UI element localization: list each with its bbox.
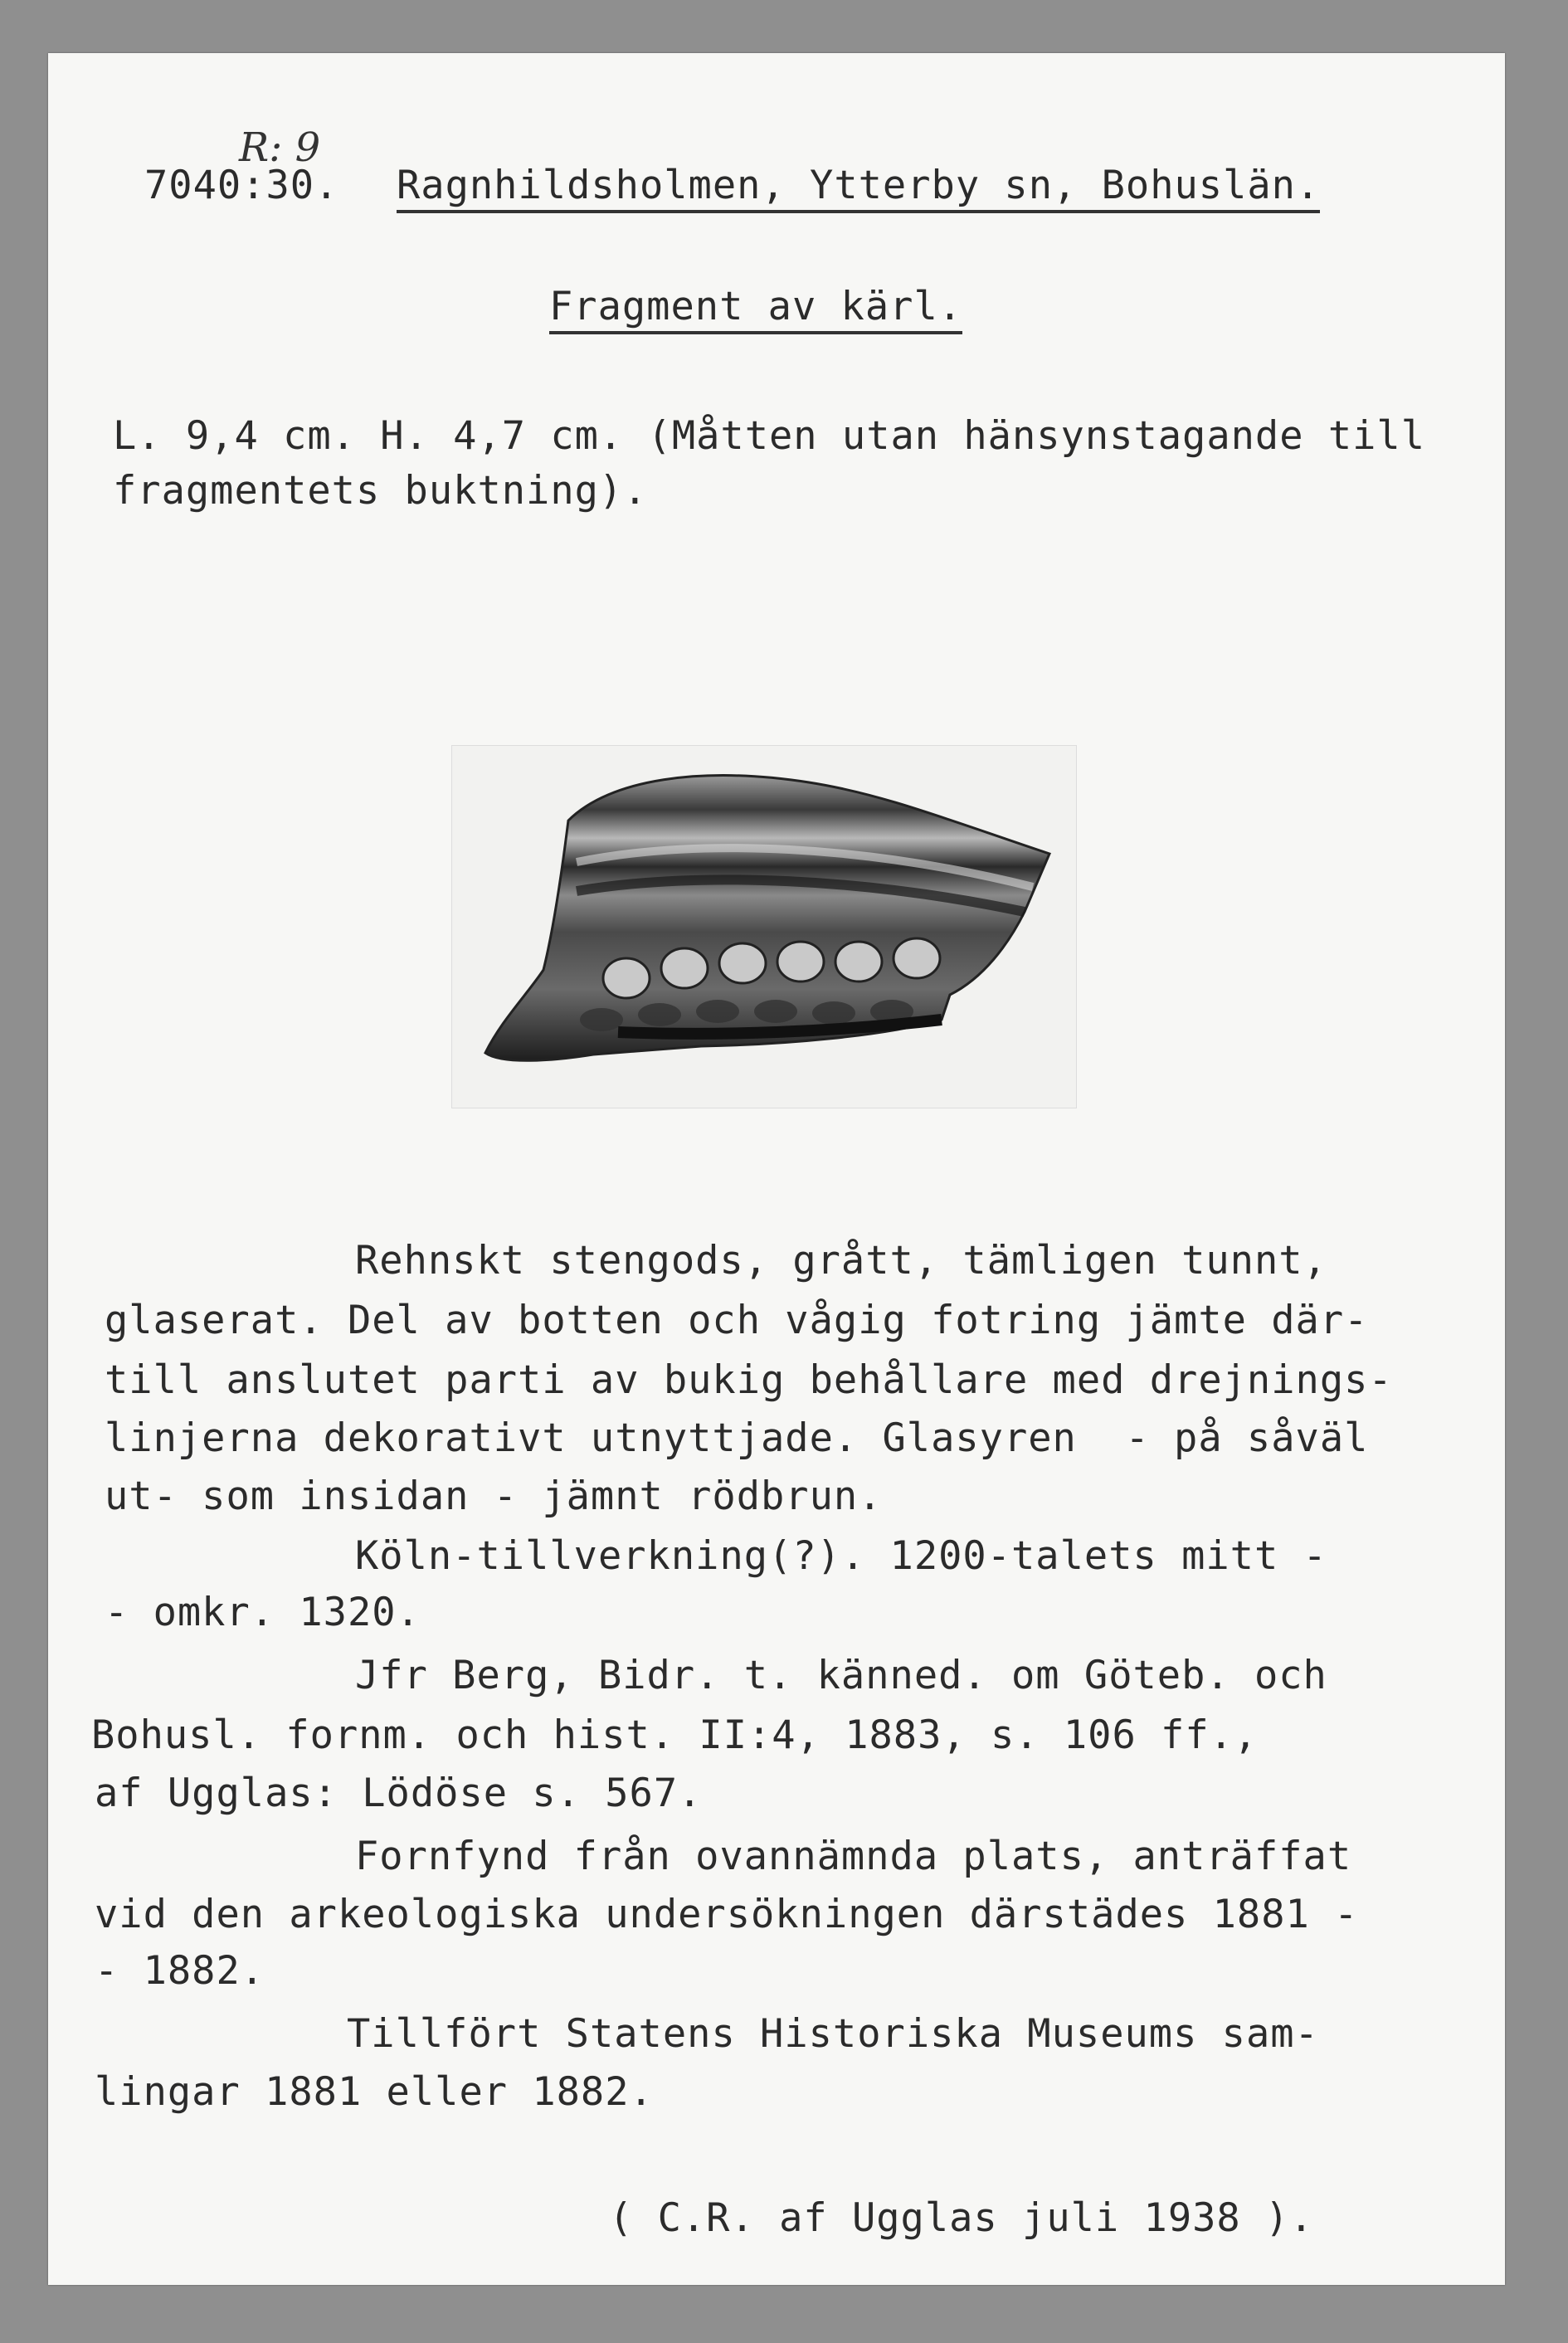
acquisition-line-2: lingar 1881 eller 1882. [95, 2069, 654, 2115]
dimensions-line-2: fragmentets buktning). [113, 468, 648, 514]
catalog-number: 7040:30. [144, 163, 339, 208]
dimensions-line-1: L. 9,4 cm. H. 4,7 cm. (Måtten utan hänsynstagande till [113, 413, 1426, 459]
vessel-fragment-image [452, 746, 1076, 1108]
fragment-photo [451, 745, 1077, 1108]
find-line-3: - 1882. [95, 1948, 265, 1994]
signature: ( C.R. af Ugglas juli 1938 ). [609, 2195, 1314, 2241]
description-line-1: Rehnskt stengods, grått, tämligen tunnt, [355, 1238, 1327, 1284]
find-line-1: Fornfynd från ovannämnda plats, anträffat [355, 1834, 1352, 1879]
reference-line-2: Bohusl. fornm. och hist. II:4, 1883, s. 106 ff., [91, 1712, 1259, 1758]
reference-line-1: Jfr Berg, Bidr. t. känned. om Göteb. och [355, 1653, 1327, 1698]
object-title: Fragment av kärl. [549, 284, 962, 334]
description-line-3: till anslutet parti av bukig behållare med drejnings- [105, 1357, 1393, 1403]
provenance-line-2: - omkr. 1320. [105, 1590, 421, 1635]
description-line-4: linjerna dekorativt utnyttjade. Glasyren - på såväl [105, 1415, 1369, 1461]
acquisition-line-1: Tillfört Statens Historiska Museums sam- [347, 2011, 1319, 2057]
description-line-5: ut- som insidan - jämnt rödbrun. [105, 1474, 883, 1519]
reference-line-3: af Ugglas: Lödöse s. 567. [95, 1771, 703, 1816]
location-heading: Ragnhildsholmen, Ytterby sn, Bohuslän. [397, 163, 1320, 213]
description-line-2: glaserat. Del av botten och vågig fotring jämte där- [105, 1298, 1369, 1343]
handwritten-note: R: 9 [239, 124, 321, 171]
catalog-card [48, 53, 1505, 2285]
find-line-2: vid den arkeologiska undersökningen därstädes 1881 - [95, 1892, 1359, 1937]
provenance-line-1: Köln-tillverkning(?). 1200-talets mitt - [355, 1533, 1327, 1579]
